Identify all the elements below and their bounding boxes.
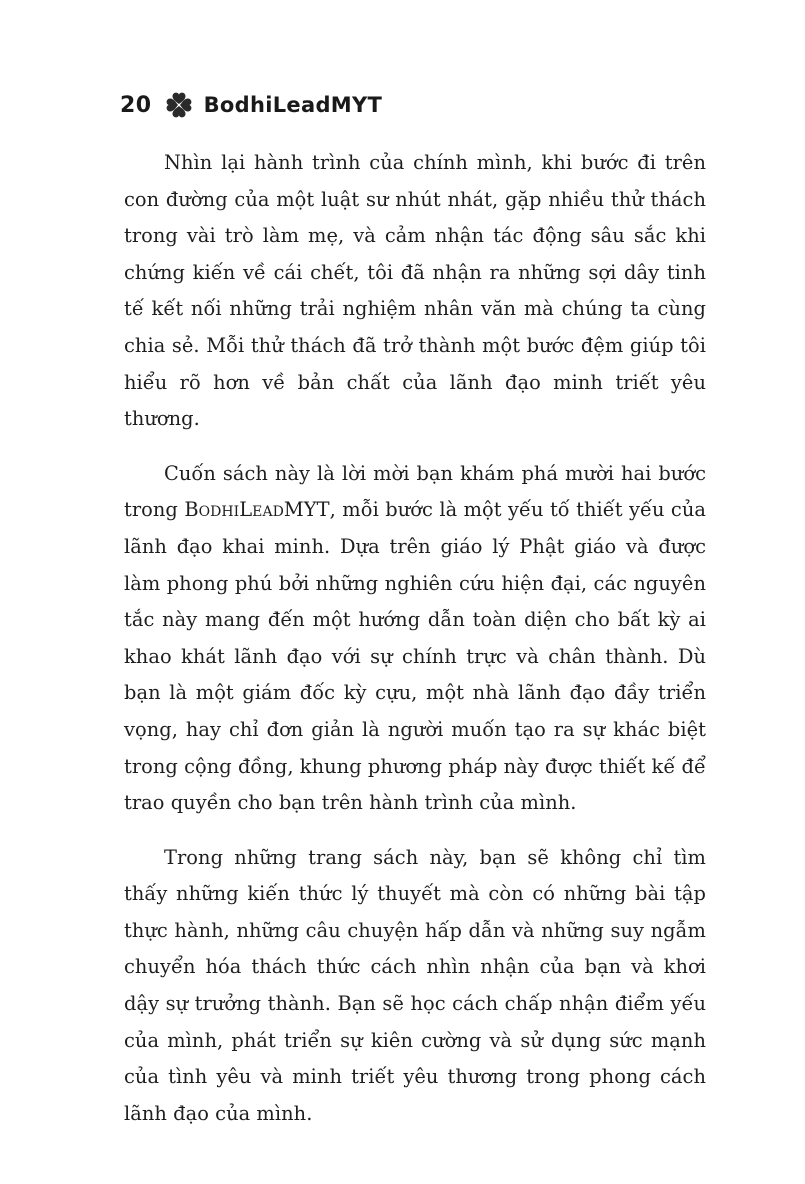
paragraph-1: Nhìn lại hành trình của chính mình, khi bước đi trên con đường của một luật sư nhút nhát, gặp nhiều thử thách trong vài trò làm mẹ, và cảm nhận tác động sâu sắc khi chứng kiến về cái chết, tôi đã nhận ra những sợi dây tinh tế kết nối những trải nghiệm nhân văn mà chúng ta cùng chia sẻ. Mỗi thử thách đã trở thành một bước đệm giúp tôi hiểu rõ hơn về bản chất của lãnh đạo minh triết yêu thương. (124, 151, 706, 431)
page-number: 20 (120, 92, 152, 118)
paragraph-2-text-after: , mỗi bước là một yếu tố thiết yếu của lãnh đạo khai minh. Dựa trên giáo lý Phật giáo và được làm phong phú bởi những nghiên cứu hiện đại, các nguyên tắc này mang đến một hướng dẫn toàn diện cho bất kỳ ai khao khát lãnh đạo với sự chính trực và chân thành. Dù bạn là một giám đốc kỳ cựu, một nhà lãnh đạo đầy triển vọng, hay chỉ đơn giản là người muốn tạo ra sự khác biệt trong cộng đồng, khung phương pháp này được thiết kế để trao quyền cho bạn trên hành trình của mình. (124, 498, 706, 815)
paragraph-2-text-before: Cuốn sách này là lời mời bạn khám phá mười hai bước trong (124, 461, 706, 522)
brand-part-myt: MYT (330, 93, 383, 117)
paragraph-3: Trong những trang sách này, bạn sẽ không chỉ tìm thấy những kiến thức lý thuyết mà còn có những bài tập thực hành, những câu chuyện hấp dẫn và những suy ngẫm chuyển hóa thách thức cách nhìn nhận của bạn và khơi dậy sự trưởng thành. Bạn sẽ học cách chấp nhận điểm yếu của mình, phát triển sự kiên cường và sử dụng sức mạnh của tình yêu và minh triết yêu thương trong phong cách lãnh đạo của mình. (124, 845, 706, 1125)
body-text (124, 145, 706, 1150)
brand-part-bodhi: Bodhi (203, 93, 273, 117)
four-heart-clover-icon (164, 90, 194, 120)
running-header (120, 88, 382, 122)
brand-name (204, 93, 383, 117)
brand-part-lead: Lead (272, 93, 331, 117)
inline-brand-name: BodhiLeadMYT (184, 498, 330, 522)
paragraph-2 (124, 456, 706, 822)
